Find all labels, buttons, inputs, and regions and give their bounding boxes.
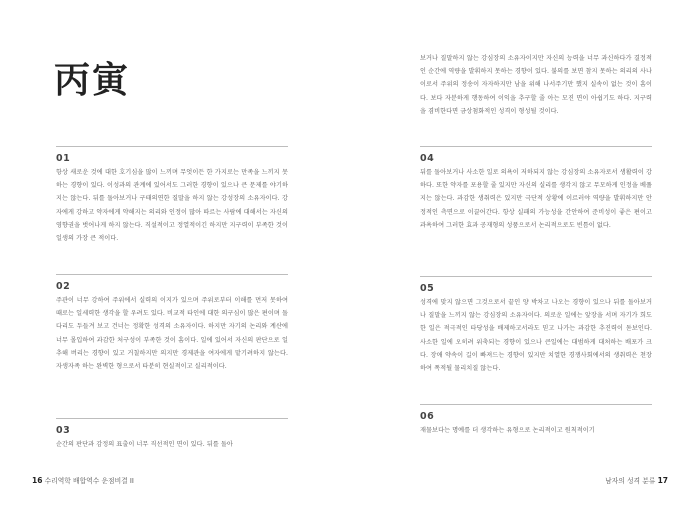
section-text: 항상 새로운 것에 대한 호기심을 많이 느끼며 무엇이든 한 가지로는 만족을 느끼지 못하는 경향이 있다. 이성과의 관계에 있어서도 그러한 경향이 있으나 큰 문제를 야기하지는 않는다. 뒤를 돌아보거나 구태의연한 질말을 하지 않는 강성장의 소유자이다. 강자에게 강하고 약자에게 약해지는 의리와 인정이 많아 따르는 사람에 대해서는 자신의 영향권을 벗어나게 하지 않는다. 직설적이고 정열적이긴 하지만 지구력이 부족한 것이 일생의 가장 큰 적이다. [56, 169, 288, 243]
section-number: 02 [56, 281, 71, 292]
section-06 [420, 404, 652, 437]
section-text: 주관이 너무 강하여 주위에서 실력의 이지가 있으며 주위로부터 이해를 먼저 못하여 때로는 일세력한 생각을 할 우려도 있다. 비교적 타인에 대한 의구심이 많은 편이며 돌다리도 두들겨 보고 건너는 정확한 성격의 소유자이다. 하지만 자기의 논리와 계산에 너무 몰입하여 과감한 처구성이 부족한 것이 흠이다. 일에 있어서 자신의 판단으로 일추해 버리는 경향이 있고 거칠하지만 의지만 경제관을 여자에게 맡기려하지 않는다. 자생자족 하는 완벽한 형으로서 타분히 현실적이고 실리적이다. [56, 297, 288, 371]
section-divider [420, 404, 652, 405]
left-footer [32, 475, 134, 485]
section-divider [56, 418, 288, 419]
section-number: 03 [56, 425, 71, 436]
section-divider [56, 146, 288, 147]
section-05 [420, 276, 652, 375]
section-number: 01 [56, 153, 71, 164]
section-01 [56, 146, 288, 245]
running-title: 남자의 성격 분류 [605, 477, 656, 485]
section-number: 04 [420, 153, 435, 164]
continued-paragraph: 보거나 질말하지 않는 강심장의 소유자이지만 자신의 능력을 너무 과신하다가 결정적인 순간에 역량을 발휘하지 못하는 경향이 있다. 불의를 보면 참지 못하는 의리의 사나이로서 주위의 정송이 자자하지만 남을 위해 나서주기만 했지 실속이 없는 것이 흠이다. 보다 자분하게 행동하여 이익을 추구할 줄 아는 모진 면이 아쉽기도 하다. 지구력을 겸비한다면 금상첨화적인 성격이 형성될 것이다. [420, 55, 652, 115]
page-number: 17 [657, 476, 668, 485]
running-title: 수리역학 배합역수 운점비결 II [44, 477, 134, 485]
section-divider [420, 146, 652, 147]
section-text: 재물보다는 명예를 더 생각하는 유형으로 논리적이고 원칙적이기 [420, 427, 595, 434]
section-02 [56, 274, 288, 373]
right-page [350, 0, 700, 520]
continued-text [420, 52, 652, 118]
section-divider [420, 276, 652, 277]
section-number: 05 [420, 283, 435, 294]
page-number: 16 [32, 476, 43, 485]
section-04 [420, 146, 652, 232]
right-footer [605, 475, 668, 485]
section-number: 06 [420, 411, 435, 422]
chapter-title: 丙寅 [54, 59, 131, 101]
section-text: 뒤를 돌아보거나 사소한 일로 의욕이 저하되지 않는 강심장의 소유자로서 생활력이 강하다. 또한 약자를 포용할 줄 있지만 자신의 실리를 생각지 않고 무모하게 인정을 베풀지는 않는다. 과감한 생취력은 있지만 극단적 상황에 이르러야 역량을 발휘하지만 안정적인 측면으로 이끌어간다. 항상 실패의 가능성을 간안하여 준비성이 좋은 편이고 과욕하여 그러한 효과 공재형의 성품으로서 논리적으로도 빈틈이 없다. [420, 169, 652, 229]
section-03 [56, 418, 288, 451]
section-text: 성격에 맞지 않으면 그것으로서 끝인 양 박차고 나오는 경향이 있으나 뒤를 돌아보거나 질말을 느끼지 않는 강심장의 소유자이다. 의로운 일에는 앞장을 서며 자기가 희도한 일은 적극적인 타당성을 배제하고서라도 믿고 나가는 과감한 추진력이 돋보인다. 사소한 일에 오히려 위축되는 경향이 있으나 큰일에는 대범하게 대처하는 배포가 크다. 장애 약속이 길이 빠져드는 경향이 있지만 치열한 경쟁사회에서의 생취력은 천장하여 폭적될 물리치질 않는다. [420, 299, 652, 373]
section-text: 순간의 판단과 감정의 표출이 너무 직선적인 면이 있다. 뒤를 돌아 [56, 441, 233, 448]
section-divider [56, 274, 288, 275]
